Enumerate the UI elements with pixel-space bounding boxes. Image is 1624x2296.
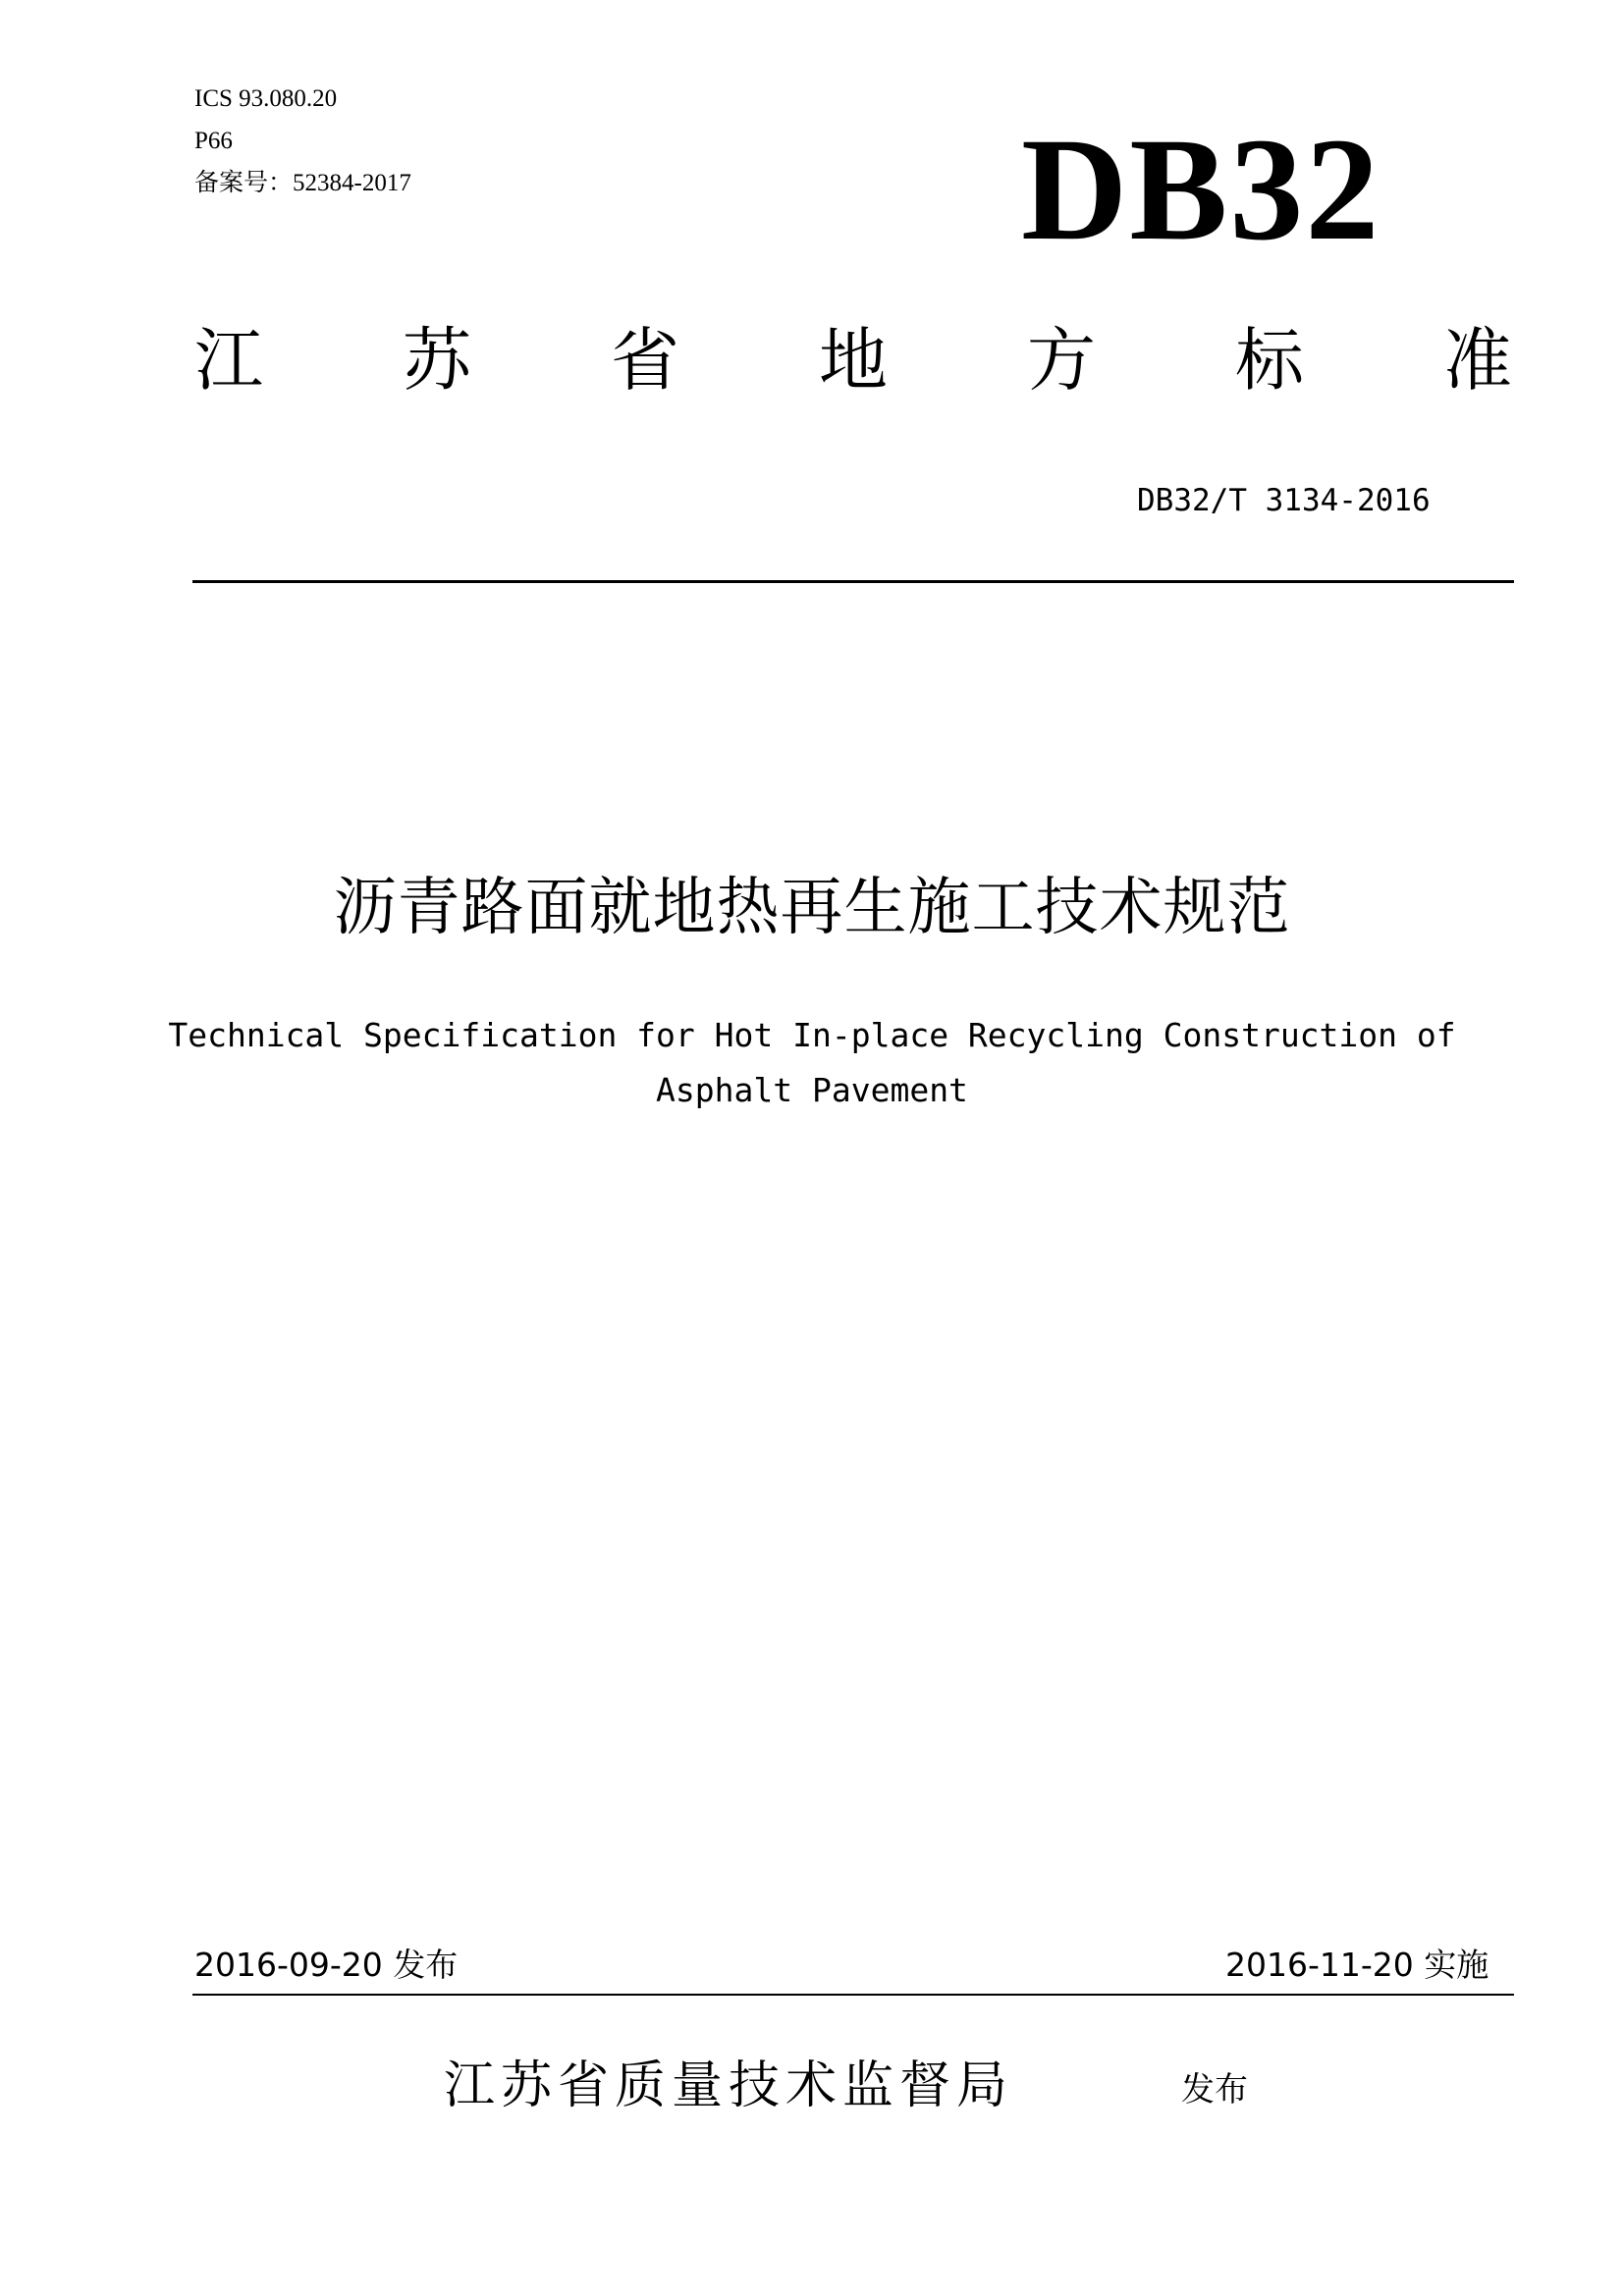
record-number: 备案号：52384-2017 <box>194 170 411 196</box>
standard-type-char: 地 <box>819 320 888 400</box>
footer-divider <box>192 1994 1514 1996</box>
implementation-date: 2016-11-20 实施 <box>1225 1946 1489 1984</box>
document-title-english: Technical Specification for Hot In-place Recycling Construction of Asphalt Pavement <box>168 1016 1456 1109</box>
header-divider <box>192 580 1514 583</box>
standard-type-char: 苏 <box>403 320 471 400</box>
standard-number: DB32/T 3134-2016 <box>1137 483 1431 518</box>
standard-type-char: 标 <box>1235 320 1304 400</box>
document-title-chinese: 沥青路面就地热再生施工技术规范 <box>333 872 1291 944</box>
issue-date: 2016-09-20 发布 <box>194 1946 459 1984</box>
standard-type-char: 准 <box>1443 320 1512 400</box>
issuing-authority: 江苏省质量技术监督局 <box>444 2056 1014 2115</box>
standard-type-heading <box>194 316 1512 404</box>
issuing-authority-suffix: 发布 <box>1181 2070 1248 2109</box>
ccs-code: P66 <box>194 128 233 154</box>
ics-code: ICS 93.080.20 <box>194 85 338 112</box>
standard-type-char: 江 <box>194 320 263 400</box>
standard-logo: DB32 <box>1021 108 1381 271</box>
standard-type-char: 方 <box>1027 320 1096 400</box>
standard-type-char: 省 <box>611 320 679 400</box>
